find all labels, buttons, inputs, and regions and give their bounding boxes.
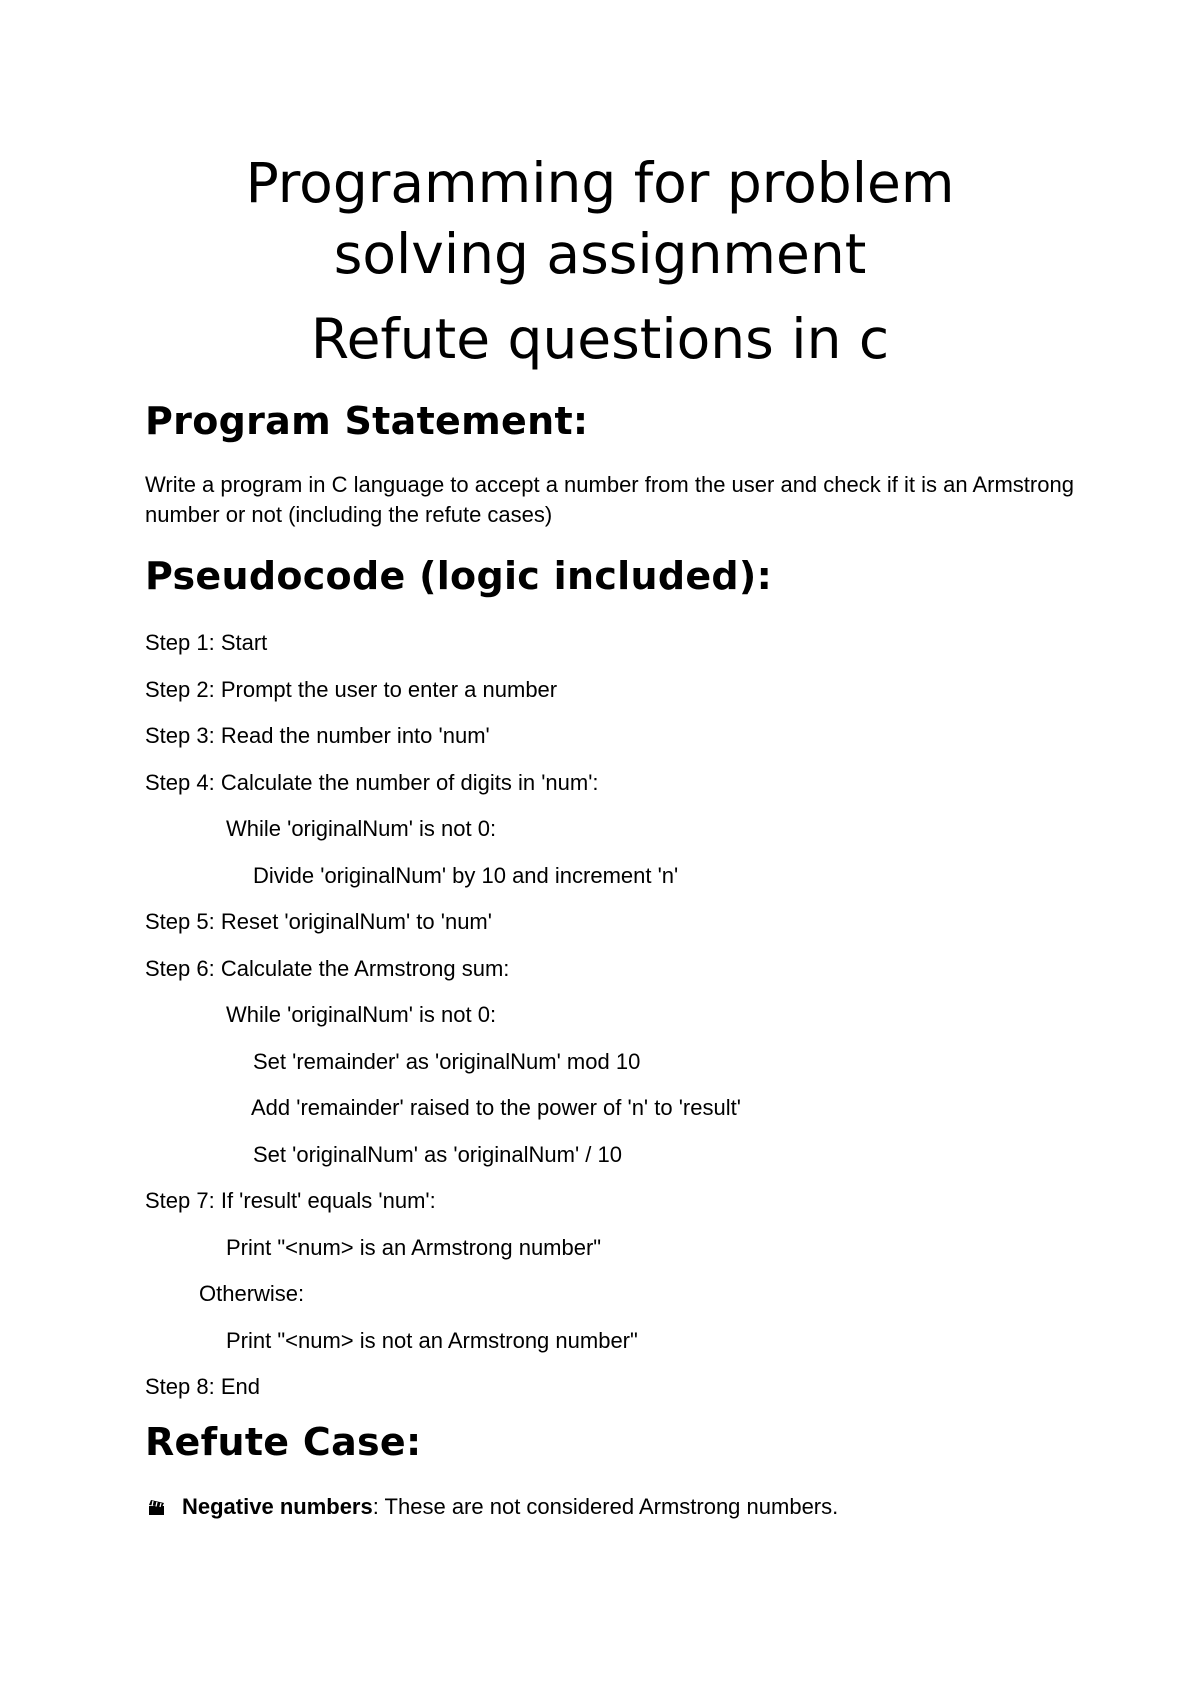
pseudocode-step: Step 1: Start [145, 630, 268, 655]
pseudocode-step: Step 7: If 'result' equals 'num': [145, 1188, 436, 1213]
pseudocode-heading: Pseudocode (logic included): [145, 554, 773, 598]
refute-case-heading: Refute Case: [145, 1420, 422, 1464]
refute-bullet-item [148, 1492, 838, 1522]
pseudocode-step: Set 'remainder' as 'originalNum' mod 10 [253, 1049, 641, 1074]
refute-bullet-term: Negative numbers [182, 1494, 373, 1519]
title-line-1: Programming for problem [245, 151, 955, 215]
pseudocode-step: While 'originalNum' is not 0: [226, 816, 497, 841]
pseudocode-step: Step 2: Prompt the user to enter a number [145, 677, 558, 702]
program-statement-heading: Program Statement: [145, 399, 589, 443]
pseudocode-step: Otherwise: [199, 1281, 305, 1306]
pseudocode-step: Print "<num> is not an Armstrong number" [226, 1328, 638, 1353]
clapperboard-icon [148, 1498, 166, 1516]
pseudocode-step: Set 'originalNum' as 'originalNum' / 10 [253, 1142, 622, 1167]
pseudocode-step: Step 6: Calculate the Armstrong sum: [145, 956, 510, 981]
pseudocode-step: Add 'remainder' raised to the power of 'n' to 'result' [251, 1095, 741, 1120]
pseudocode-step: While 'originalNum' is not 0: [226, 1002, 497, 1027]
document-title [0, 148, 1200, 290]
document-subtitle: Refute questions in c [310, 307, 890, 371]
refute-bullet-text: : These are not considered Armstrong numbers. [372, 1494, 839, 1519]
pseudocode-step: Step 3: Read the number into 'num' [145, 723, 490, 748]
pseudocode-step: Divide 'originalNum' by 10 and increment 'n' [253, 863, 679, 888]
pseudocode-step: Step 4: Calculate the number of digits in 'num': [145, 770, 599, 795]
title-line-2: solving assignment [333, 222, 867, 286]
program-statement-text: Write a program in C language to accept a number from the user and check if it is an Armstrong number or not (including the refute cases) [145, 472, 1074, 527]
pseudocode-step: Step 5: Reset 'originalNum' to 'num' [145, 909, 492, 934]
pseudocode-step: Step 8: End [145, 1374, 260, 1399]
pseudocode-step: Print "<num> is an Armstrong number" [226, 1235, 602, 1260]
